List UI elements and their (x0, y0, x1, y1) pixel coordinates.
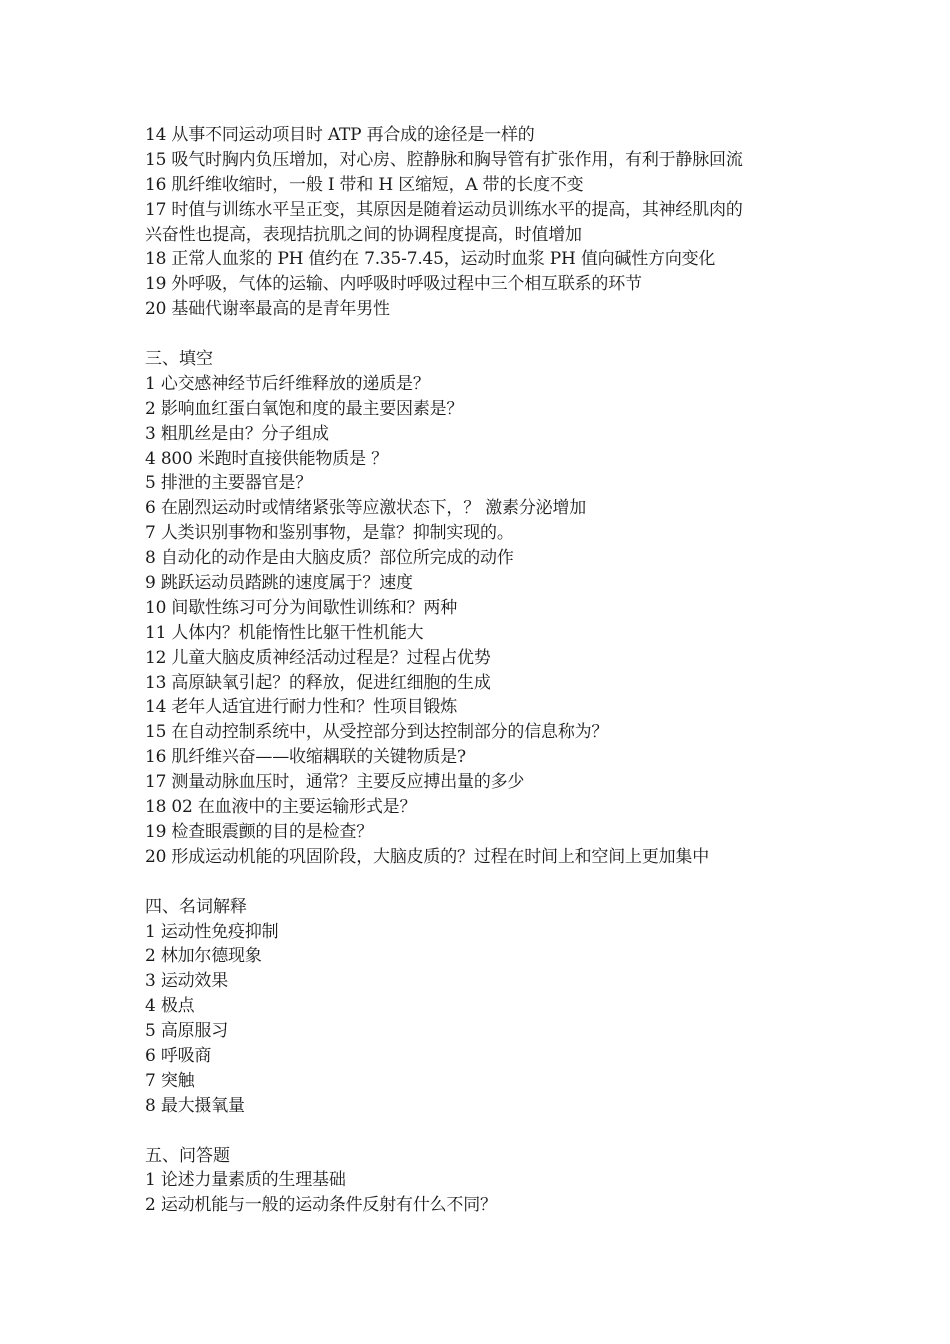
judgement-item: 20 基础代谢率最高的是青年男性 (145, 299, 390, 320)
term-item: 5 高原服习 (145, 1021, 229, 1042)
judgement-item-continued: 兴奋性也提高，表现拮抗肌之间的协调程度提高，时值增加 (145, 224, 582, 245)
term-item: 1 运动性免疫抑制 (145, 921, 279, 942)
fill-blank-item: 15 在自动控制系统中，从受控部分到达控制部分的信息称为？ (145, 722, 609, 743)
fill-blank-item: 8 自动化的动作是由大脑皮质？部位所完成的动作 (145, 548, 514, 569)
section-heading-terms: 四、名词解释 (145, 896, 247, 917)
spacer (145, 870, 825, 895)
fill-blank-item: 14 老年人适宜进行耐力性和？性项目锻炼 (145, 697, 458, 718)
fill-blank-item: 18 02 在血液中的主要运输形式是？ (145, 797, 417, 818)
question-item: 1 论述力量素质的生理基础 (145, 1170, 346, 1191)
document-page (145, 123, 825, 1218)
fill-blank-item: 10 间歇性练习可分为间歇性训练和？两种 (145, 597, 458, 618)
section-heading-fill-blank: 三、填空 (145, 349, 213, 370)
questions-section (145, 1144, 825, 1219)
fill-blank-item: 3 粗肌丝是由？分子组成 (145, 423, 329, 444)
spacer (145, 322, 825, 347)
judgement-item: 15 吸气时胸内负压增加，对心房、腔静脉和胸导管有扩张作用，有利于静脉回流 (145, 149, 743, 170)
judgement-item: 16 肌纤维收缩时，一般 I 带和 H 区缩短，A 带的长度不变 (145, 174, 584, 195)
fill-blank-item: 19 检查眼震颤的目的是检查？ (145, 821, 374, 842)
judgement-item: 17 时值与训练水平呈正变，其原因是随着运动员训练水平的提高，其神经肌肉的 (145, 199, 743, 220)
spacer (145, 1119, 825, 1144)
question-item: 2 运动机能与一般的运动条件反射有什么不同？ (145, 1195, 497, 1216)
term-item: 6 呼吸商 (145, 1045, 212, 1066)
term-item: 3 运动效果 (145, 971, 229, 992)
judgement-section-tail (145, 123, 825, 322)
fill-blank-item: 2 影响血红蛋白氧饱和度的最主要因素是？ (145, 398, 464, 419)
term-item: 2 林加尔德现象 (145, 946, 262, 967)
fill-blank-item: 6 在剧烈运动时或情绪紧张等应激状态下，？ 激素分泌增加 (145, 498, 587, 519)
fill-blank-item: 12 儿童大脑皮质神经活动过程是？过程占优势 (145, 647, 491, 668)
term-item: 4 极点 (145, 996, 195, 1017)
judgement-item: 19 外呼吸，气体的运输、内呼吸时呼吸过程中三个相互联系的环节 (145, 274, 642, 295)
term-item: 7 突触 (145, 1070, 195, 1091)
judgement-item: 14 从事不同运动项目时 ATP 再合成的途径是一样的 (145, 125, 535, 145)
fill-blank-item: 16 肌纤维兴奋——收缩耦联的关键物质是? (145, 747, 466, 768)
fill-blank-item: 7 人类识别事物和鉴别事物，是靠？抑制实现的。 (145, 523, 514, 544)
fill-blank-section (145, 347, 825, 870)
fill-blank-item: 20 形成运动机能的巩固阶段，大脑皮质的？过程在时间上和空间上更加集中 (145, 846, 710, 867)
fill-blank-item: 11 人体内？机能惰性比躯干性机能大 (145, 622, 424, 643)
fill-blank-item: 4 800 米跑时直接供能物质是 ？ (145, 448, 388, 469)
fill-blank-item: 5 排泄的主要器官是？ (145, 473, 313, 494)
judgement-item: 18 正常人血浆的 PH 值约在 7.35-7.45，运动时血浆 PH 值向碱性方向变化 (145, 249, 716, 270)
fill-blank-item: 1 心交感神经节后纤维释放的递质是？ (145, 373, 430, 394)
fill-blank-item: 13 高原缺氧引起？的释放，促进红细胞的生成 (145, 672, 491, 693)
fill-blank-item: 17 测量动脉血压时，通常？主要反应搏出量的多少 (145, 772, 525, 793)
section-heading-questions: 五、问答题 (145, 1145, 230, 1166)
terms-section (145, 895, 825, 1119)
term-item: 8 最大摄氧量 (145, 1095, 245, 1116)
fill-blank-item: 9 跳跃运动员踏跳的速度属于？速度 (145, 573, 413, 594)
